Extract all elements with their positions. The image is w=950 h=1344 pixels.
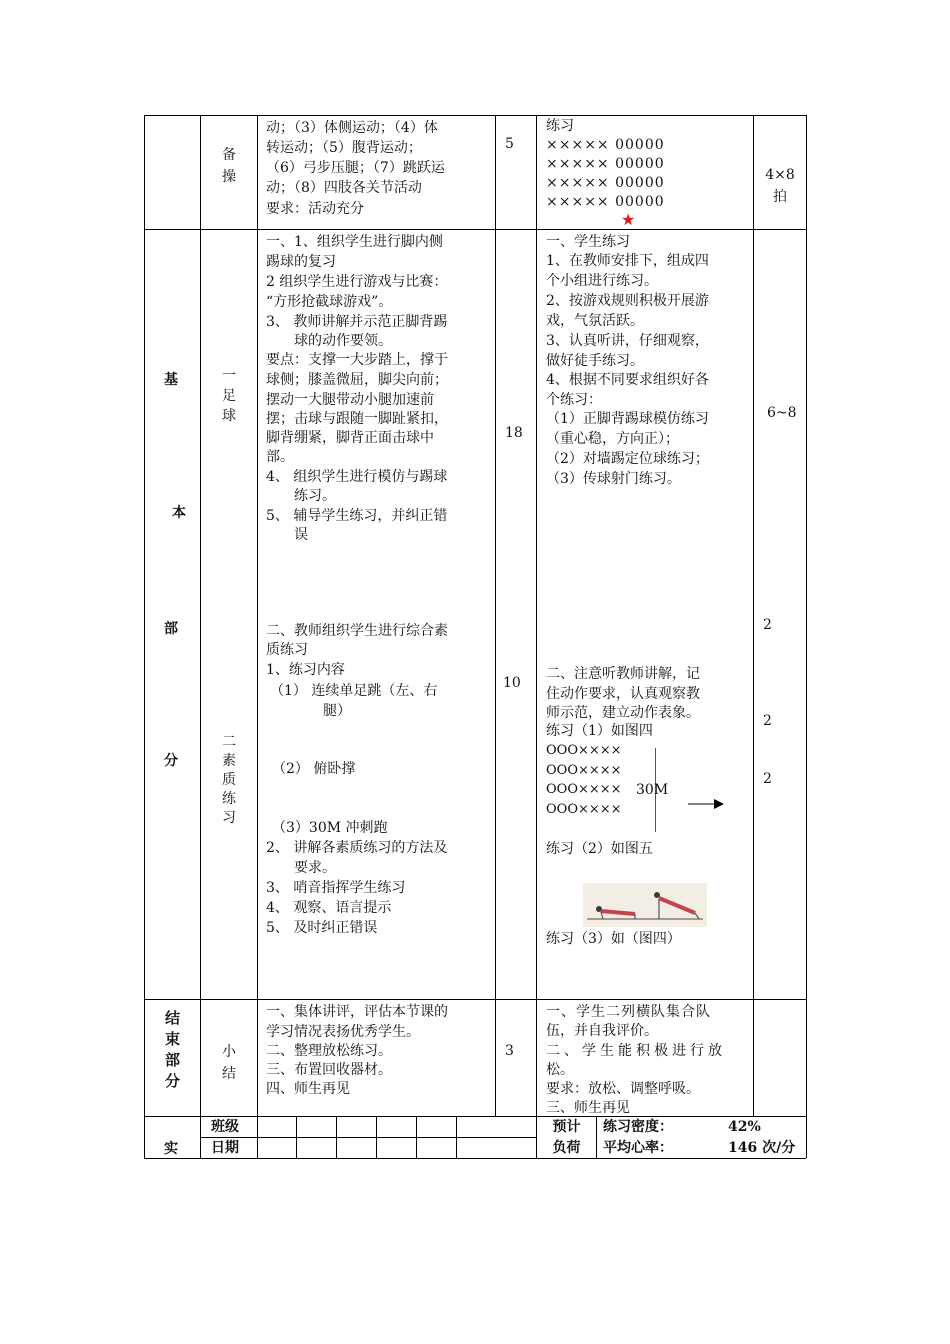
- fitness-sub-label: 二 素 质 练 习: [222, 734, 236, 826]
- fig5-caption: 练习（2）如图五: [546, 841, 653, 857]
- class-label: 班级: [211, 1119, 239, 1135]
- footer-section-label: 实: [164, 1141, 178, 1157]
- arrow-right-icon: [688, 797, 724, 811]
- density-value: 42%: [728, 1119, 761, 1135]
- warmup-time: 5: [505, 136, 514, 152]
- end-section-label: 结 束 部 分: [164, 1009, 180, 1090]
- teacher-star-icon: ★: [621, 210, 636, 229]
- pushup-figure: [583, 883, 707, 927]
- soccer-sub-label: 一 足 球: [222, 368, 236, 424]
- soccer-time: 18: [505, 425, 523, 441]
- end-time: 3: [505, 1043, 514, 1059]
- distance-label: 30M: [636, 782, 669, 798]
- heart-rate-value: 146 次/分: [728, 1140, 796, 1156]
- date-label: 日期: [211, 1140, 239, 1156]
- fig4-caption: 练习（3）如（图四）: [546, 931, 681, 947]
- soccer-load: 6~8: [767, 405, 797, 421]
- end-sub-label: 小 结: [222, 1044, 236, 1082]
- fitness-time: 10: [503, 675, 521, 691]
- warmup-load: 4×8 拍: [765, 167, 795, 205]
- density-label: 练习密度：: [603, 1119, 673, 1135]
- warmup-sub-label: 备 操: [222, 147, 236, 185]
- expected-load-label: 预计 负荷: [552, 1119, 581, 1156]
- heart-rate-label: 平均心率：: [603, 1140, 673, 1156]
